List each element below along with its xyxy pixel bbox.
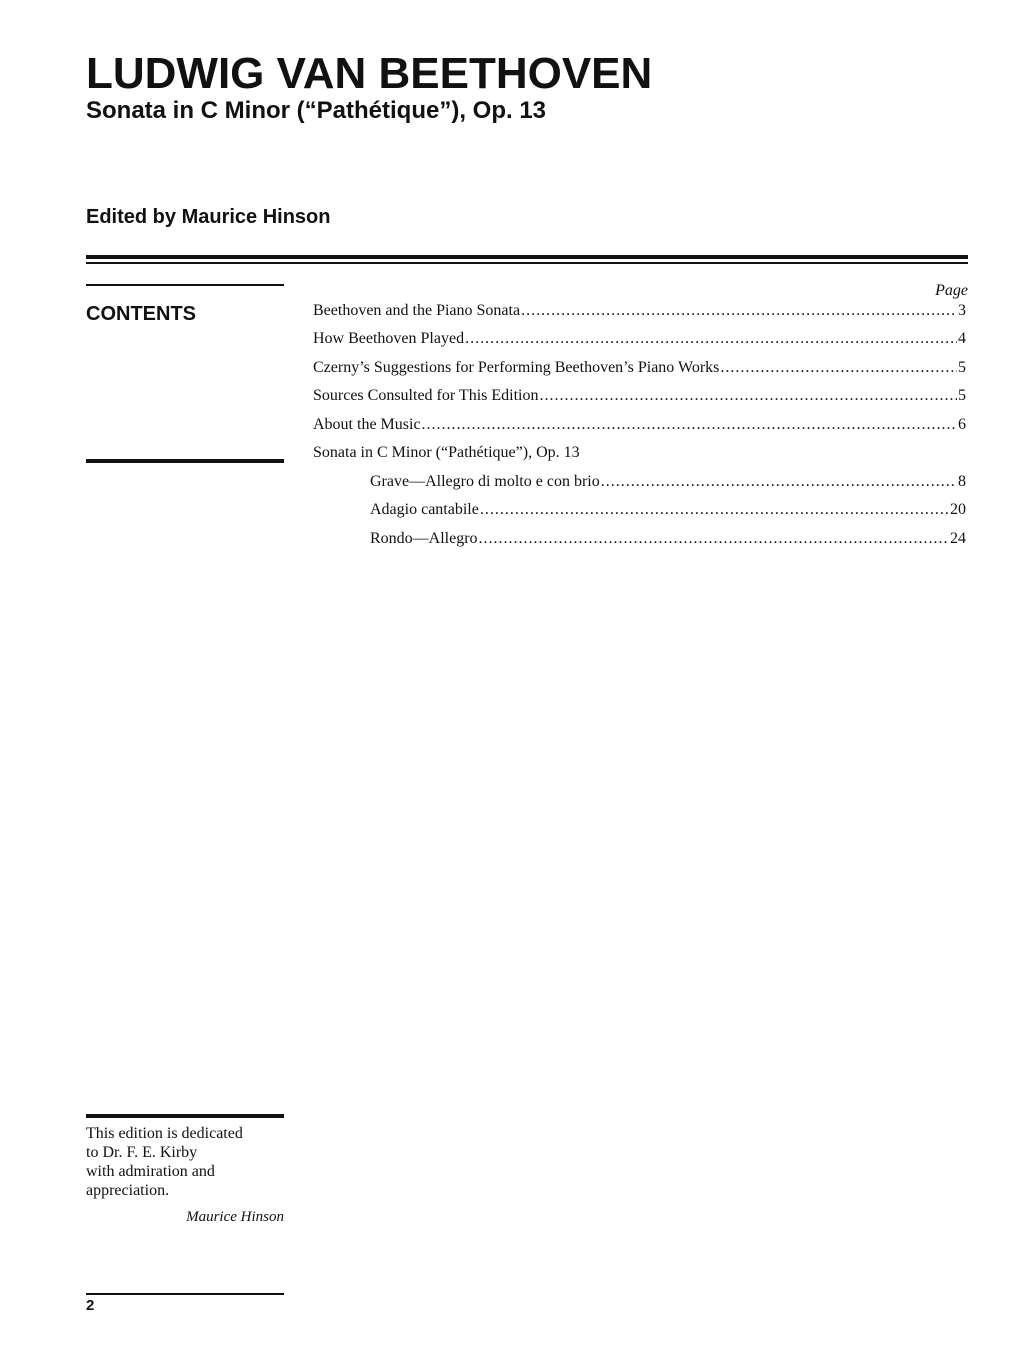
toc-entry-page: 20 [950,501,966,518]
toc-leader-dots [521,303,957,319]
dedication-rule [86,1114,284,1118]
header-rule-thick [86,255,968,259]
toc-entry-page: 6 [958,416,966,433]
toc-entry-title: About the Music [313,416,421,433]
toc-entry[interactable] [313,303,966,321]
header-rule-thin [86,262,968,264]
toc-entry-page: 4 [958,330,966,347]
toc-entry-movement[interactable] [370,502,966,520]
toc-entry-title: Sources Consulted for This Edition [313,387,539,404]
toc-leader-dots [479,531,949,547]
page-number: 2 [86,1297,95,1314]
toc-leader-dots [720,360,957,376]
footer-rule [86,1293,284,1295]
dedication-signature: Maurice Hinson [186,1209,284,1225]
dedication-line: with admiration and [86,1163,215,1180]
toc-section-heading [313,445,966,463]
toc-leader-dots [465,331,957,347]
toc-entry-movement[interactable] [370,531,966,549]
toc-page-label: Page [935,282,968,299]
toc-entry-title: Beethoven and the Piano Sonata [313,302,521,319]
composer-name: LUDWIG VAN BEETHOVEN [86,49,653,98]
toc-entry-page: 3 [958,302,966,319]
work-title: Sonata in C Minor (“Pathétique”), Op. 13 [86,97,547,124]
dedication-text [86,1124,286,1200]
toc-entry-title: Sonata in C Minor (“Pathétique”), Op. 13 [313,444,580,461]
toc-entry-title: Czerny’s Suggestions for Performing Beethoven’s Piano Works [313,359,720,376]
toc-entry-movement[interactable] [370,474,966,492]
toc-entry-page: 5 [958,387,966,404]
dedication-line: This edition is dedicated [86,1125,243,1142]
editor-credit: Edited by Maurice Hinson [86,206,331,228]
dedication-line: to Dr. F. E. Kirby [86,1144,198,1161]
toc-entry-page: 5 [958,359,966,376]
toc-entry[interactable] [313,331,966,349]
toc-leader-dots [601,474,957,490]
toc-leader-dots [480,502,949,518]
contents-rule-bottom [86,459,284,463]
toc-entry-page: 24 [950,530,966,547]
contents-heading: CONTENTS [86,303,196,325]
toc-entry-title: Grave—Allegro di molto e con brio [370,473,600,490]
toc-entry-page: 8 [958,473,966,490]
toc-entry-title: Adagio cantabile [370,501,479,518]
toc-entry[interactable] [313,360,966,378]
contents-rule-top [86,284,284,286]
toc-entry-title: Rondo—Allegro [370,530,478,547]
toc-entry-title: How Beethoven Played [313,330,465,347]
toc-entry[interactable] [313,417,966,435]
toc-leader-dots [539,388,957,404]
dedication-line: appreciation. [86,1182,170,1199]
toc-entry[interactable] [313,388,966,406]
toc-leader-dots [422,417,957,433]
